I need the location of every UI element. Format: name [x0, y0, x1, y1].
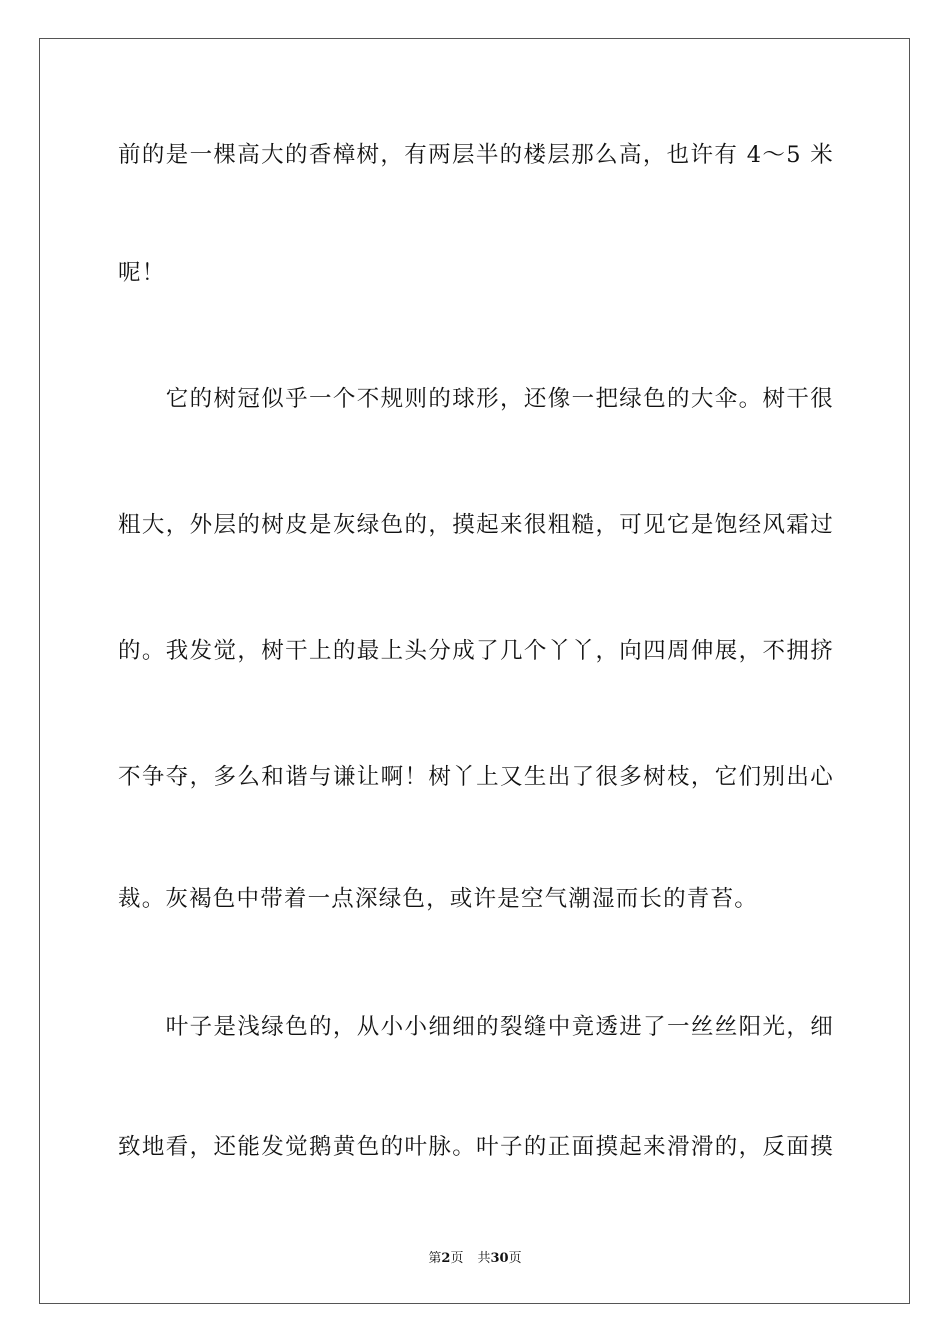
total-pages: 30 [490, 1251, 509, 1266]
body-text-line: 它的树冠似乎一个不规则的球形，还像一把绿色的大伞。树干很 [118, 386, 834, 412]
body-text-line: 裁。灰褐色中带着一点深绿色，或许是空气潮湿而长的青苔。 [118, 886, 758, 912]
page-number: 2 [441, 1251, 451, 1266]
body-text-line: 前的是一棵高大的香樟树，有两层半的楼层那么高，也许有 4～5 米 [118, 142, 834, 168]
body-text-line: 的。我发觉，树干上的最上头分成了几个丫丫，向四周伸展，不拥挤 [118, 638, 834, 664]
body-text-line: 叶子是浅绿色的，从小小细细的裂缝中竟透进了一丝丝阳光，细 [118, 1014, 834, 1040]
body-text-line: 呢！ [118, 260, 166, 286]
page-footer [0, 1250, 950, 1268]
total-label-suffix: 页 [508, 1251, 522, 1266]
total-label-prefix: 共 [477, 1251, 491, 1266]
page-border [39, 38, 910, 1304]
page-label-suffix: 页 [450, 1251, 464, 1266]
body-text-line: 不争夺，多么和谐与谦让啊！树丫上又生出了很多树枝，它们别出心 [118, 764, 834, 790]
page-label-prefix: 第 [428, 1251, 442, 1266]
body-text-line: 粗大，外层的树皮是灰绿色的，摸起来很粗糙，可见它是饱经风霜过 [118, 512, 834, 538]
body-text-line: 致地看，还能发觉鹅黄色的叶脉。叶子的正面摸起来滑滑的，反面摸 [118, 1134, 834, 1160]
